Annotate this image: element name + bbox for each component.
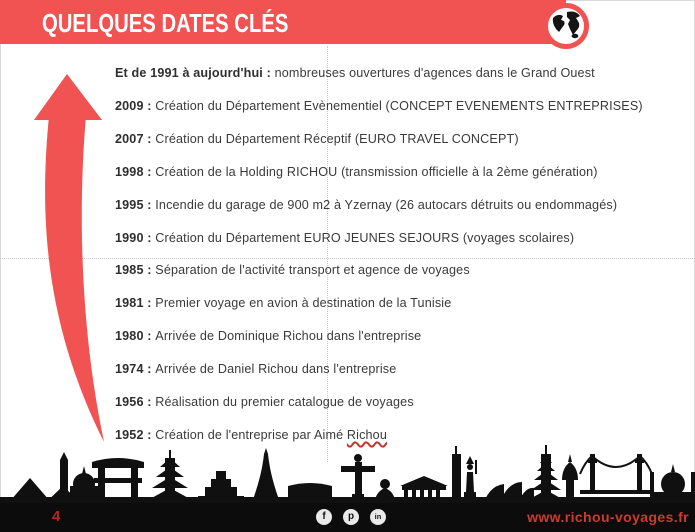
pinterest-icon[interactable]: p bbox=[343, 509, 359, 525]
timeline-separator: : bbox=[143, 329, 156, 344]
timeline-separator: : bbox=[143, 197, 156, 212]
timeline-text: Incendie du garage de 900 m2 à Yzernay (26 autocars détruits ou endommagés) bbox=[155, 197, 618, 212]
world-skyline-silhouette bbox=[0, 440, 695, 508]
timeline-separator: : bbox=[143, 131, 156, 146]
timeline-item bbox=[115, 395, 690, 409]
timeline-item bbox=[115, 132, 690, 146]
page-number: 4 bbox=[52, 508, 61, 525]
timeline-date: 1995 bbox=[115, 197, 144, 212]
timeline-item bbox=[115, 231, 690, 245]
timeline-item bbox=[115, 66, 690, 80]
timeline-item bbox=[115, 198, 690, 212]
timeline-date: 1956 bbox=[115, 395, 144, 410]
facebook-icon[interactable]: f bbox=[316, 509, 332, 525]
timeline-item bbox=[115, 263, 690, 277]
timeline-item bbox=[115, 362, 690, 376]
timeline-text: Premier voyage en avion à destination de la Tunisie bbox=[155, 296, 452, 311]
timeline-text: Création du Département Réceptif (EURO TRAVEL CONCEPT) bbox=[155, 131, 519, 146]
page-title: QUELQUES DATES CLÉS bbox=[42, 8, 289, 38]
timeline-separator: : bbox=[143, 362, 156, 377]
timeline-text-underlined: Richou bbox=[346, 427, 387, 442]
timeline-date: 2009 bbox=[115, 98, 144, 113]
timeline-text: Création de l'entreprise par Aimé bbox=[155, 427, 347, 442]
timeline-text: Séparation de l'activité transport et agence de voyages bbox=[155, 263, 470, 278]
timeline-date: 1985 bbox=[115, 263, 144, 278]
timeline-date: 2007 bbox=[115, 131, 144, 146]
timeline-item bbox=[115, 165, 690, 179]
timeline-separator: : bbox=[143, 98, 156, 113]
globe-icon bbox=[541, 1, 591, 51]
timeline-separator: : bbox=[143, 230, 156, 245]
upward-curved-arrow-icon bbox=[20, 58, 120, 450]
timeline-text: Création du Département Evènementiel (CONCEPT EVENEMENTS ENTREPRISES) bbox=[155, 98, 643, 113]
linkedin-icon[interactable]: in bbox=[370, 509, 386, 525]
timeline-separator: : bbox=[143, 296, 156, 311]
website-link[interactable]: www.richou-voyages.fr bbox=[527, 509, 689, 525]
timeline-separator: : bbox=[262, 66, 275, 80]
timeline-text: Création de la Holding RICHOU (transmission officielle à la 2ème génération) bbox=[155, 164, 598, 179]
timeline-text: Création du Département EURO JEUNES SEJOURS (voyages scolaires) bbox=[155, 230, 575, 245]
timeline-text: nombreuses ouvertures d'agences dans le Grand Ouest bbox=[274, 66, 595, 80]
timeline-date: 1974 bbox=[115, 362, 144, 377]
timeline-text: Arrivée de Dominique Richou dans l'entreprise bbox=[155, 329, 422, 344]
timeline-separator: : bbox=[143, 164, 156, 179]
timeline-separator: : bbox=[143, 395, 156, 410]
timeline-date: Et de 1991 à aujourd'hui bbox=[115, 66, 263, 80]
timeline-date: 1981 bbox=[115, 296, 144, 311]
timeline-date: 1998 bbox=[115, 164, 144, 179]
timeline-date: 1980 bbox=[115, 329, 144, 344]
timeline-separator: : bbox=[143, 263, 156, 278]
timeline-separator: : bbox=[143, 427, 156, 442]
timeline-item bbox=[115, 296, 690, 310]
timeline-text: Arrivée de Daniel Richou dans l'entreprise bbox=[155, 362, 397, 377]
timeline-list bbox=[115, 66, 690, 442]
timeline-text: Réalisation du premier catalogue de voyages bbox=[155, 395, 414, 410]
timeline-date: 1990 bbox=[115, 230, 144, 245]
header-banner bbox=[0, 0, 566, 44]
timeline-item bbox=[115, 99, 690, 113]
footer-bar bbox=[0, 503, 695, 532]
social-icons bbox=[316, 509, 386, 525]
timeline-date: 1952 bbox=[115, 427, 144, 442]
timeline-item bbox=[115, 329, 690, 343]
